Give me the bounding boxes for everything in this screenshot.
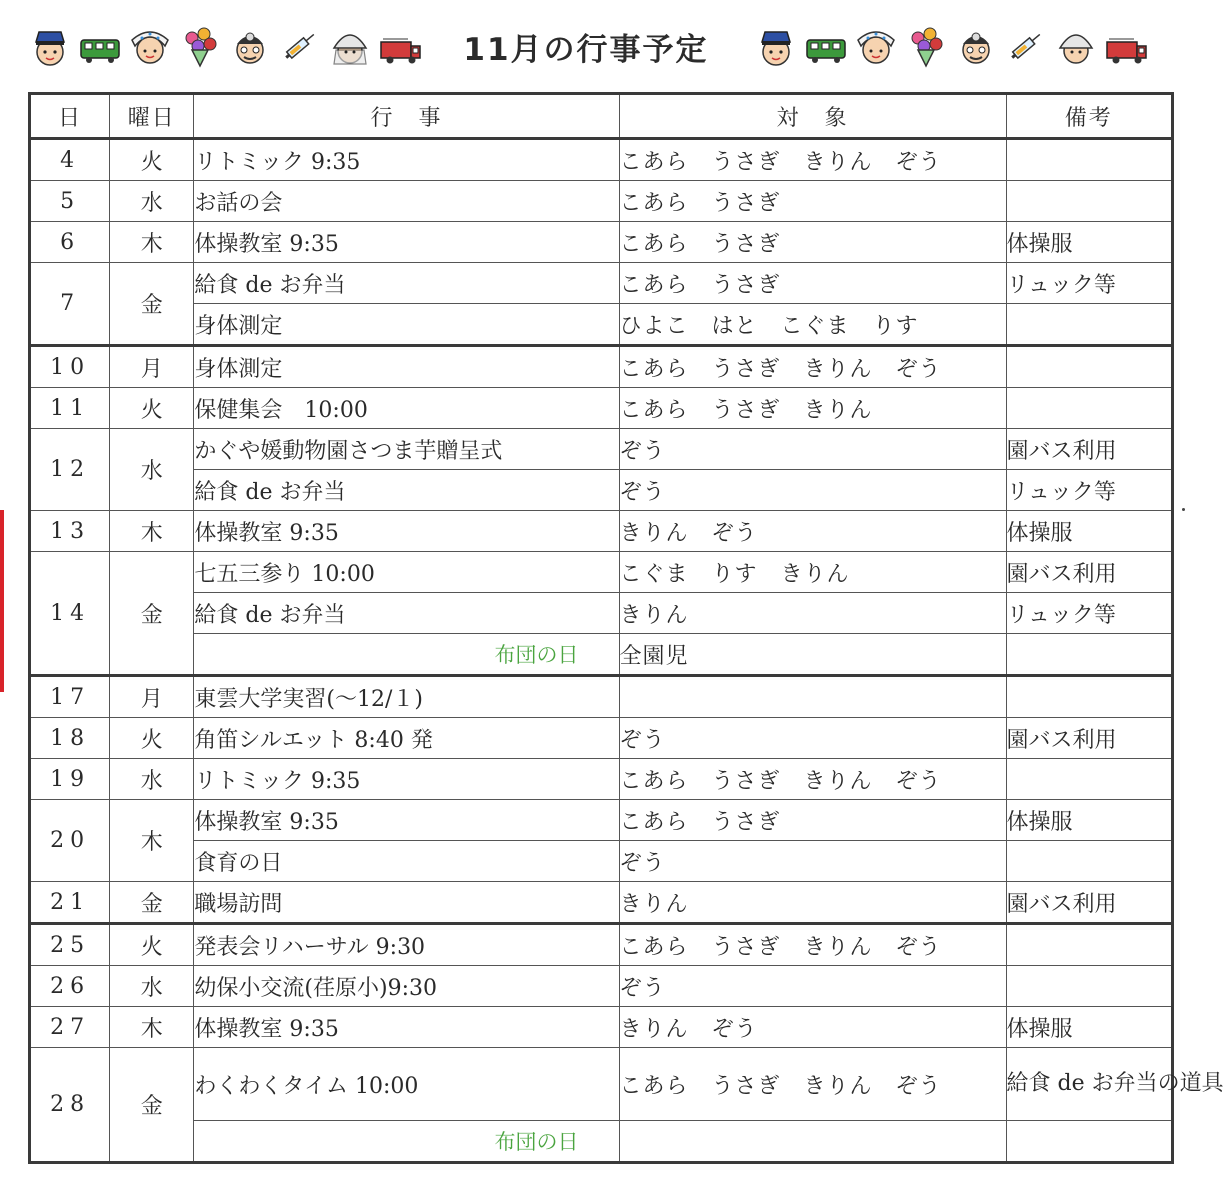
event-cell: 身体測定 — [194, 346, 619, 388]
table-row — [30, 966, 1173, 1007]
target-cell: ぞう — [619, 841, 1006, 882]
event-cell: 職場訪問 — [194, 882, 619, 924]
girl-headscarf-icon — [128, 24, 172, 68]
column-header-target: 対 象 — [619, 94, 1006, 139]
futon-day-label: 布団の日 — [194, 1121, 619, 1163]
column-header-day: 日 — [30, 94, 110, 139]
day-cell: 5 — [30, 181, 110, 222]
weekday-cell: 火 — [110, 924, 194, 966]
weekday-cell: 金 — [110, 263, 194, 346]
police-officer-icon — [754, 24, 798, 68]
weekday-cell: 金 — [110, 1048, 194, 1163]
target-cell: こあら うさぎ きりん ぞう — [619, 139, 1006, 181]
note-cell: リュック等 — [1006, 470, 1172, 511]
day-cell: 6 — [30, 222, 110, 263]
event-cell: 角笛シルエット 8:40 発 — [194, 718, 619, 759]
note-cell — [1006, 634, 1172, 676]
day-cell: 28 — [30, 1048, 110, 1163]
day-cell: 25 — [30, 924, 110, 966]
event-cell: 体操教室 9:35 — [194, 222, 619, 263]
target-cell: こあら うさぎ — [619, 181, 1006, 222]
event-cell: わくわくタイム 10:00 — [194, 1048, 619, 1121]
flower-bouquet-icon — [178, 24, 222, 68]
note-cell — [1006, 841, 1172, 882]
note-cell: 体操服 — [1006, 800, 1172, 841]
note-cell: リュック等 — [1006, 593, 1172, 634]
event-cell: 身体測定 — [194, 304, 619, 346]
note-cell: 園バス利用 — [1006, 552, 1172, 593]
target-cell — [619, 676, 1006, 718]
weekday-cell: 月 — [110, 676, 194, 718]
firefighter-icon — [1054, 24, 1098, 68]
note-cell: 園バス利用 — [1006, 718, 1172, 759]
event-cell: 体操教室 9:35 — [194, 800, 619, 841]
girl-headscarf-icon — [854, 24, 898, 68]
day-cell: 26 — [30, 966, 110, 1007]
syringe-icon — [278, 24, 322, 68]
train-icon — [78, 24, 122, 68]
schedule-table — [28, 92, 1224, 1164]
event-cell: リトミック 9:35 — [194, 139, 619, 181]
doctor-icon — [228, 24, 272, 68]
target-cell: きりん ぞう — [619, 1007, 1006, 1048]
column-header-weekday: 曜日 — [110, 94, 194, 139]
note-cell: 園バス利用 — [1006, 882, 1172, 924]
note-cell — [1006, 139, 1172, 181]
note-cell: 給食 de お弁当の道具 — [1006, 1048, 1172, 1121]
target-cell: ぞう — [619, 718, 1006, 759]
note-cell — [1006, 1121, 1172, 1163]
weekday-cell: 木 — [110, 1007, 194, 1048]
event-cell: お話の会 — [194, 181, 619, 222]
note-cell — [1006, 924, 1172, 966]
header-row — [30, 94, 1173, 139]
weekday-cell: 火 — [110, 388, 194, 429]
table-row — [30, 222, 1173, 263]
table-row — [30, 346, 1173, 388]
table-row — [30, 470, 1173, 511]
event-cell: かぐや媛動物園さつま芋贈呈式 — [194, 429, 619, 470]
weekday-cell: 木 — [110, 222, 194, 263]
target-cell: きりん — [619, 593, 1006, 634]
day-cell: 13 — [30, 511, 110, 552]
note-cell — [1006, 346, 1172, 388]
table-row — [30, 263, 1173, 304]
train-icon — [804, 24, 848, 68]
note-cell: 園バス利用 — [1006, 429, 1172, 470]
day-cell: 10 — [30, 346, 110, 388]
table-row — [30, 718, 1173, 759]
weekday-cell: 金 — [110, 882, 194, 924]
note-cell — [1006, 304, 1172, 346]
target-cell: こあら うさぎ — [619, 800, 1006, 841]
fire-truck-icon — [378, 24, 422, 68]
event-cell: 東雲大学実習(～12/１) — [194, 676, 619, 718]
header-bar — [0, 0, 1200, 90]
day-cell: 14 — [30, 552, 110, 676]
day-cell: 19 — [30, 759, 110, 800]
column-header-event: 行 事 — [194, 94, 619, 139]
target-cell: ぞう — [619, 966, 1006, 1007]
day-cell: 18 — [30, 718, 110, 759]
table-row — [30, 593, 1173, 634]
event-cell: 体操教室 9:35 — [194, 511, 619, 552]
weekday-cell: 水 — [110, 429, 194, 511]
note-cell: 体操服 — [1006, 511, 1172, 552]
day-cell: 4 — [30, 139, 110, 181]
note-cell — [1006, 676, 1172, 718]
event-cell: リトミック 9:35 — [194, 759, 619, 800]
day-cell: 12 — [30, 429, 110, 511]
day-cell: 17 — [30, 676, 110, 718]
table-row — [30, 882, 1173, 924]
weekday-cell: 木 — [110, 800, 194, 882]
doctor-icon — [954, 24, 998, 68]
weekday-cell: 金 — [110, 552, 194, 676]
target-cell — [619, 1121, 1006, 1163]
event-cell: 体操教室 9:35 — [194, 1007, 619, 1048]
table-row — [30, 304, 1173, 346]
day-cell: 27 — [30, 1007, 110, 1048]
table-row — [30, 552, 1173, 593]
note-cell: 体操服 — [1006, 1007, 1172, 1048]
table-row — [30, 388, 1173, 429]
table-row — [30, 634, 1173, 676]
table-row — [30, 1048, 1173, 1121]
column-header-note: 備考 — [1006, 94, 1172, 139]
target-cell: こあら うさぎ — [619, 222, 1006, 263]
stray-dot — [1182, 508, 1185, 511]
police-officer-icon — [28, 24, 72, 68]
note-cell: リュック等 — [1006, 263, 1172, 304]
note-cell — [1006, 966, 1172, 1007]
header-illustrations-right — [754, 22, 1148, 70]
event-cell: 幼保小交流(荏原小)9:30 — [194, 966, 619, 1007]
target-cell: こぐま りす きりん — [619, 552, 1006, 593]
table-row — [30, 759, 1173, 800]
target-cell: こあら うさぎ きりん — [619, 388, 1006, 429]
table-row — [30, 139, 1173, 181]
target-cell: こあら うさぎ — [619, 263, 1006, 304]
weekday-cell: 水 — [110, 759, 194, 800]
target-cell: こあら うさぎ きりん ぞう — [619, 346, 1006, 388]
event-cell: 発表会リハーサル 9:30 — [194, 924, 619, 966]
weekday-cell: 月 — [110, 346, 194, 388]
red-margin-mark — [0, 510, 4, 692]
weekday-cell: 木 — [110, 511, 194, 552]
table-row — [30, 511, 1173, 552]
flower-bouquet-icon — [904, 24, 948, 68]
note-cell — [1006, 759, 1172, 800]
weekday-cell: 火 — [110, 139, 194, 181]
page-title: 11月の行事予定 — [463, 32, 709, 68]
table-row — [30, 676, 1173, 718]
event-cell: 給食 de お弁当 — [194, 593, 619, 634]
event-cell: 給食 de お弁当 — [194, 263, 619, 304]
event-cell: 給食 de お弁当 — [194, 470, 619, 511]
weekday-cell: 水 — [110, 181, 194, 222]
note-cell — [1006, 388, 1172, 429]
target-cell: ぞう — [619, 429, 1006, 470]
target-cell: こあら うさぎ きりん ぞう — [619, 1048, 1006, 1121]
target-cell: きりん ぞう — [619, 511, 1006, 552]
note-cell — [1006, 181, 1172, 222]
fire-truck-icon — [1104, 24, 1148, 68]
target-cell: こあら うさぎ きりん ぞう — [619, 759, 1006, 800]
firefighter-icon — [328, 24, 372, 68]
note-cell: 体操服 — [1006, 222, 1172, 263]
table-row — [30, 1007, 1173, 1048]
event-cell: 七五三参り 10:00 — [194, 552, 619, 593]
day-cell: 11 — [30, 388, 110, 429]
table-row — [30, 1121, 1173, 1163]
table-row — [30, 429, 1173, 470]
weekday-cell: 火 — [110, 718, 194, 759]
day-cell: 20 — [30, 800, 110, 882]
table-row — [30, 181, 1173, 222]
day-cell: 21 — [30, 882, 110, 924]
syringe-icon — [1004, 24, 1048, 68]
target-cell: こあら うさぎ きりん ぞう — [619, 924, 1006, 966]
target-cell: ぞう — [619, 470, 1006, 511]
weekday-cell: 水 — [110, 966, 194, 1007]
table-row — [30, 800, 1173, 841]
target-cell: 全園児 — [619, 634, 1006, 676]
table-row — [30, 841, 1173, 882]
event-cell: 食育の日 — [194, 841, 619, 882]
header-illustrations-left — [28, 22, 422, 70]
target-cell: ひよこ はと こぐま りす — [619, 304, 1006, 346]
futon-day-label: 布団の日 — [194, 634, 619, 676]
table-row — [30, 924, 1173, 966]
target-cell: きりん — [619, 882, 1006, 924]
day-cell: 7 — [30, 263, 110, 346]
event-cell: 保健集会 10:00 — [194, 388, 619, 429]
